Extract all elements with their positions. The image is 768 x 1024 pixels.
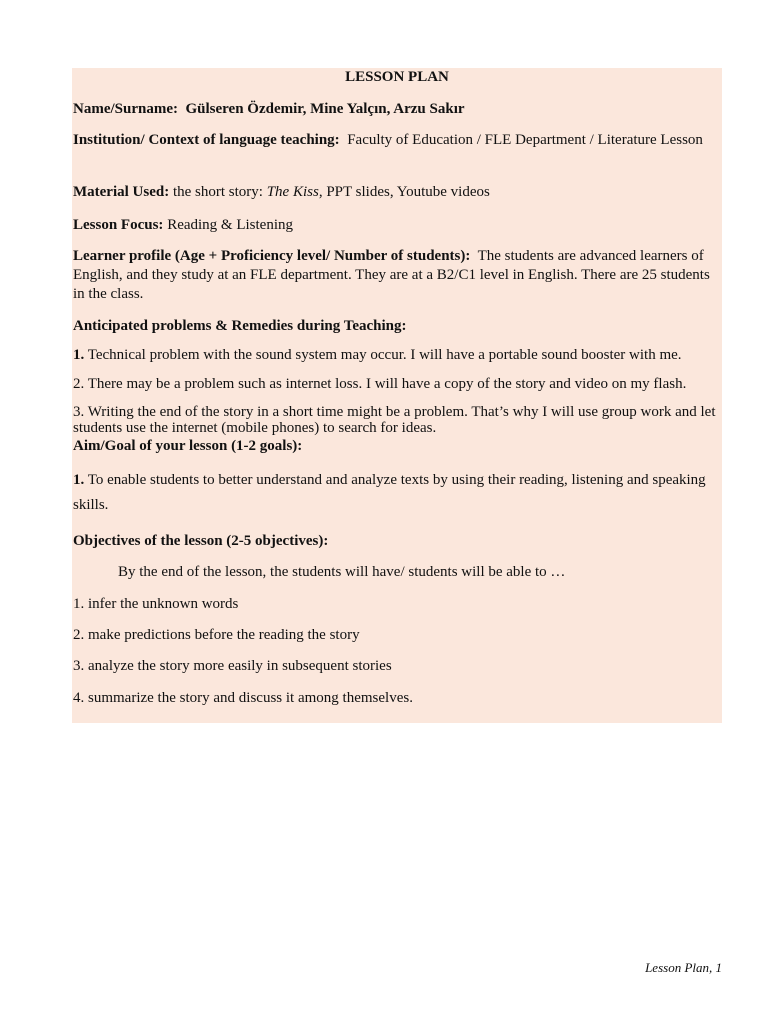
aim-text: To enable students to better understand and analyze texts by using their reading, listening and speaking skills. (73, 472, 706, 513)
learner-profile-value: The students are advanced learners of English, and they study at an FLE department. They are at a B2/C1 level in English. There are 25 students in the class. (73, 248, 710, 302)
anticipated-item-2 (73, 375, 723, 394)
document-panel (72, 68, 722, 723)
aim-item (73, 468, 723, 518)
objective-item: 2. make predictions before the reading the story (73, 627, 360, 643)
focus-label: Lesson Focus: (73, 217, 164, 233)
focus-value: Reading & Listening (167, 217, 294, 233)
focus-row (73, 216, 723, 235)
anticipated-item-text: Writing the end of the story in a short time might be a problem. That’s why I will use group work and let students use the internet (mobile phones) to search for ideas. (73, 404, 716, 436)
learner-profile-label: Learner profile (Age + Proficiency level/ Number of students): (73, 248, 471, 264)
objective-item: 4. summarize the story and discuss it among themselves. (73, 690, 413, 706)
name-label: Name/Surname: (73, 101, 178, 117)
anticipated-heading: Anticipated problems & Remedies during Teaching: (73, 318, 407, 334)
anticipated-item-3 (73, 404, 723, 436)
name-row (73, 100, 723, 119)
page-footer: Lesson Plan, 1 (645, 960, 722, 975)
objectives-intro: By the end of the lesson, the students will have/ students will be able to … (118, 564, 566, 580)
material-suffix: , PPT slides, Youtube videos (318, 184, 490, 200)
objectives-heading: Objectives of the lesson (2-5 objectives): (73, 533, 329, 549)
material-row (73, 183, 723, 202)
objective-item: 3. analyze the story more easily in subsequent stories (73, 658, 392, 674)
anticipated-item-text: Technical problem with the sound system may occur. I will have a portable sound booster with me. (87, 347, 682, 363)
learner-profile-row (73, 247, 723, 304)
institution-label: Institution/ Context of language teaching: (73, 132, 340, 148)
document-title: LESSON PLAN (345, 69, 449, 85)
anticipated-item-num: 1. (73, 347, 85, 363)
anticipated-item-num: 3. (73, 404, 85, 420)
name-value: Gülseren Özdemir, Mine Yalçın, Arzu Sakır (185, 101, 465, 117)
aim-num: 1. (73, 472, 85, 488)
anticipated-item-1 (73, 346, 723, 365)
story-title: The Kiss (266, 184, 319, 200)
objective-item: 1. infer the unknown words (73, 596, 239, 612)
institution-row (73, 131, 723, 150)
material-prefix: the short story: (172, 184, 263, 200)
anticipated-item-num: 2. (73, 376, 85, 392)
institution-value: Faculty of Education / FLE Department / Literature Lesson (347, 132, 703, 148)
material-label: Material Used: (73, 184, 170, 200)
anticipated-item-text: There may be a problem such as internet loss. I will have a copy of the story and video on my flash. (87, 376, 687, 392)
aim-heading: Aim/Goal of your lesson (1-2 goals): (73, 438, 303, 454)
